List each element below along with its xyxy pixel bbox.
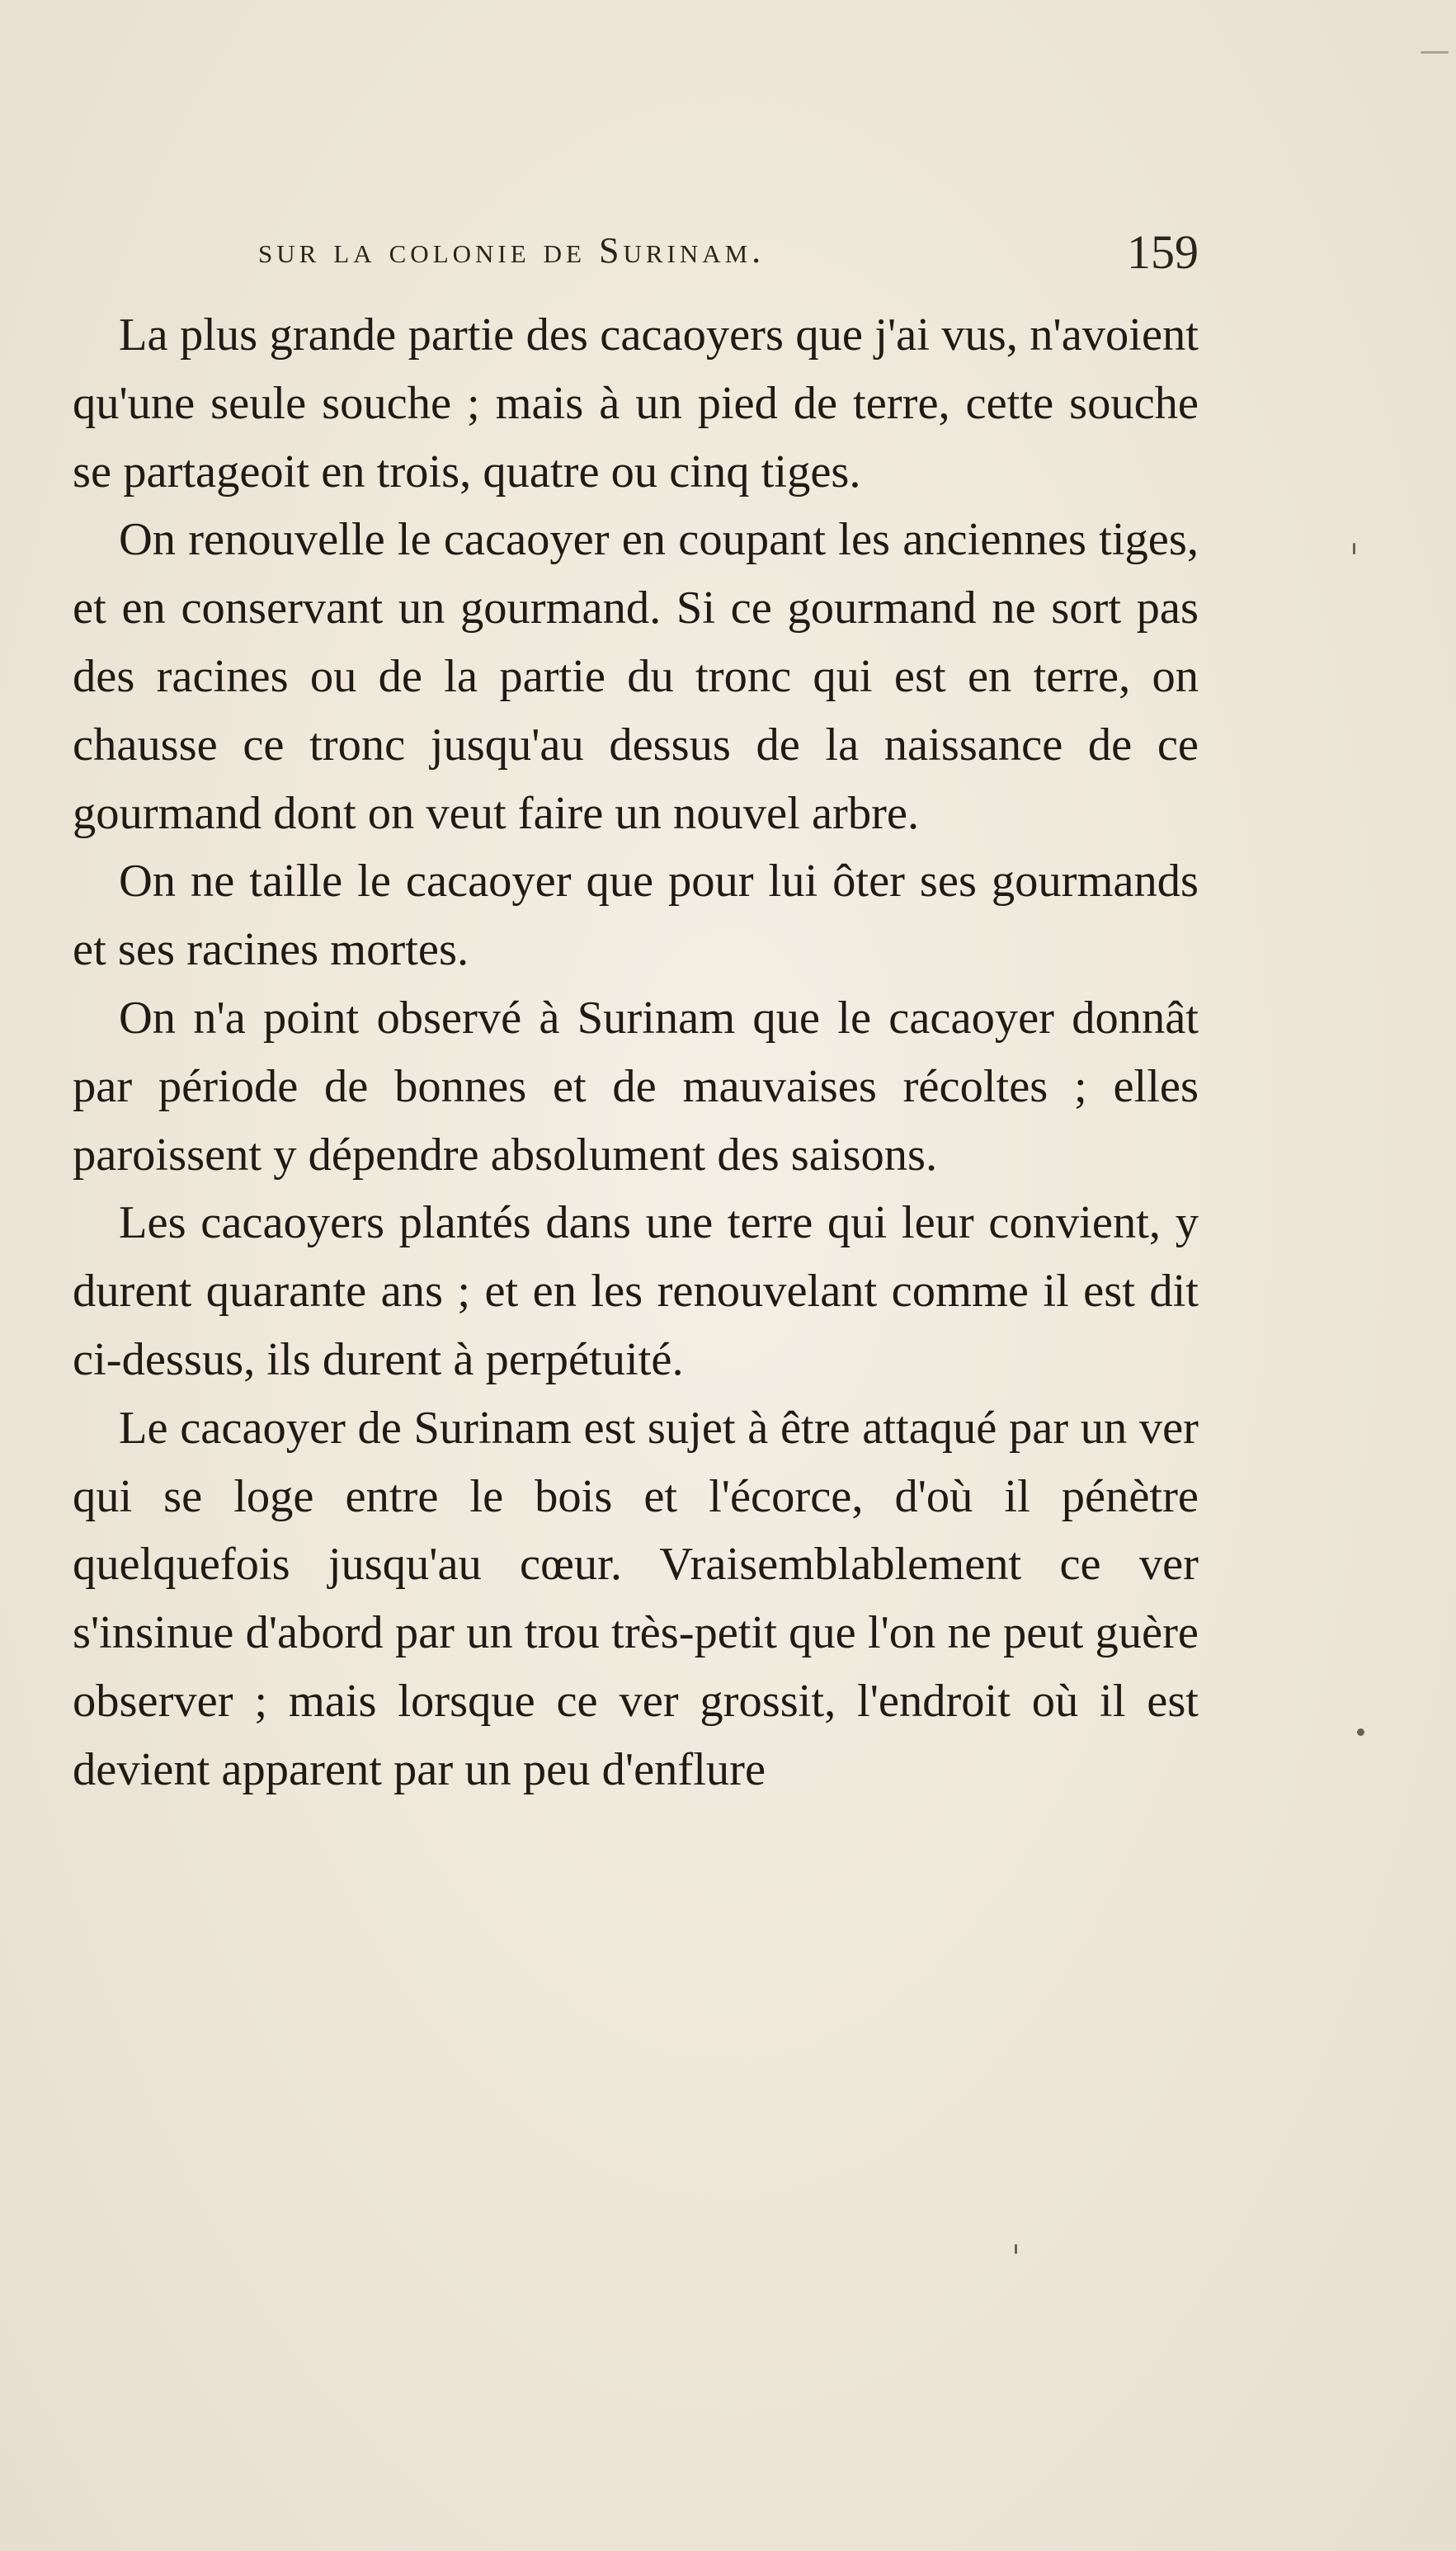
body-text bbox=[73, 301, 1199, 1804]
paragraph: On renouvelle le cacaoyer en coupant les anciennes tiges, et en conservant un gourmand. Si ce gourmand ne sort pas des racines ou de la partie du tronc qui est en terre, on chausse ce tronc jusqu'au dessus de la naissance de ce gourmand dont on veut faire un nouvel arbre. bbox=[73, 514, 1199, 839]
paragraph: Le cacaoyer de Surinam est sujet à être attaqué par un ver qui se loge entre le bois et l'écorce, d'où il pénètre quelquefois jusqu'au cœur. Vraisemblablement ce ver s'insinue d'abord par un trou très-petit que l'on ne peut guère observer ; mais lorsque ce ver grossit, l'endroit où il est devient apparent par un peu d'enflure bbox=[73, 1402, 1199, 1795]
page-number: 159 bbox=[1127, 225, 1199, 279]
page-header bbox=[73, 225, 1199, 287]
paper-speck bbox=[1015, 2244, 1017, 2254]
paragraph: Les cacaoyers plantés dans une terre qui leur convient, y durent quarante ans ; et en les renouvelant comme il est dit ci-dessus, ils durent à perpétuité. bbox=[73, 1197, 1199, 1385]
paper-speck bbox=[1421, 51, 1449, 54]
paper-speck bbox=[1353, 543, 1355, 554]
paragraph: La plus grande partie des cacaoyers que j'ai vus, n'avoient qu'une seule souche ; mais à un pied de terre, cette souche se partageoit en trois, quatre ou cinq tiges. bbox=[73, 309, 1199, 497]
paragraph: On n'a point observé à Surinam que le cacaoyer donnât par période de bonnes et de mauvaises récoltes ; elles paroissent y dépendre absolument des saisons. bbox=[73, 992, 1199, 1181]
paper-speck bbox=[1357, 1728, 1364, 1736]
running-title: sur la colonie de Surinam. bbox=[258, 230, 766, 271]
paragraph: On ne taille le cacaoyer que pour lui ôter ses gourmands et ses racines mortes. bbox=[73, 856, 1199, 976]
